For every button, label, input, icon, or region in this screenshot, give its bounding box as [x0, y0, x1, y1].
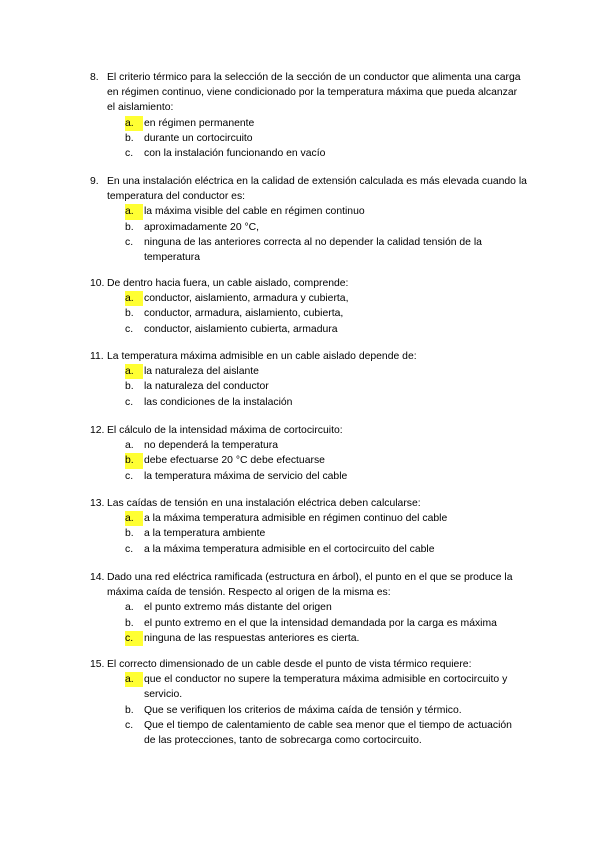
- option-letter: a.: [125, 204, 143, 219]
- question-10: [0, 276, 600, 337]
- option-letter: a.: [125, 672, 143, 687]
- option-text: la máxima visible del cable en régimen continuo: [144, 206, 365, 218]
- option-c: [0, 718, 600, 748]
- option-letter: b.: [125, 704, 134, 716]
- question-8: [0, 70, 600, 161]
- option-b: [0, 453, 600, 468]
- question-text: El criterio térmico para la selección de la sección de un conductor que alimenta una carga en régimen continuo, viene condicionado por la temperatura máxima que pueda alcanzar el aislamiento:: [107, 72, 521, 114]
- option-text: Que se verifiquen los criterios de máxima caída de tensión y térmico.: [144, 704, 462, 716]
- option-text: Que el tiempo de calentamiento de cable sea menor que el tiempo de actuación de las protecciones, tanto de sobrecarga como cortocircuito.: [144, 719, 512, 747]
- option-text: el punto extremo más distante del origen: [144, 602, 332, 614]
- option-text: conductor, aislamiento cubierta, armadura: [144, 323, 338, 335]
- option-b: [0, 379, 600, 394]
- question-number: 11.: [90, 351, 104, 362]
- option-text: ninguna de las anteriores correcta al no depender la calidad tensión de la temperatura: [144, 236, 482, 264]
- question-stem: [0, 570, 600, 600]
- option-letter: a.: [125, 511, 143, 526]
- question-text: De dentro hacia fuera, un cable aislado, comprende:: [107, 278, 349, 289]
- question-number: 10.: [90, 278, 105, 289]
- option-letter: c.: [125, 396, 134, 408]
- question-number: 15.: [90, 659, 105, 670]
- option-a: [0, 438, 600, 453]
- option-text: a la temperatura ambiente: [144, 528, 266, 540]
- option-letter: a.: [125, 116, 143, 131]
- option-letter: c.: [125, 631, 143, 646]
- question-stem: [0, 70, 600, 116]
- option-letter: c.: [125, 543, 134, 555]
- option-text: debe efectuarse 20 °C debe efectuarse: [144, 455, 325, 467]
- option-letter: a.: [125, 440, 134, 452]
- question-text: El correcto dimensionado de un cable desde el punto de vista térmico requiere:: [107, 659, 472, 670]
- question-15: [0, 657, 600, 748]
- question-14: [0, 570, 600, 646]
- option-a: [0, 364, 600, 379]
- option-letter: b.: [125, 617, 134, 629]
- question-stem: [0, 174, 600, 204]
- option-text: durante un cortocircuito: [144, 132, 253, 144]
- option-letter: a.: [125, 602, 134, 614]
- option-b: [0, 616, 600, 631]
- option-text: a la máxima temperatura admisible en régimen continuo del cable: [144, 513, 448, 525]
- question-number: 14.: [90, 572, 105, 583]
- option-a: [0, 116, 600, 131]
- option-text: el punto extremo en el que la intensidad demandada por la carga es máxima: [144, 617, 497, 629]
- option-a: [0, 204, 600, 219]
- question-text: El cálculo de la intensidad máxima de cortocircuito:: [107, 425, 343, 436]
- option-text: no dependerá la temperatura: [144, 440, 279, 452]
- question-number: 9.: [90, 176, 99, 187]
- option-c: [0, 235, 600, 265]
- option-letter: b.: [125, 381, 134, 393]
- option-letter: b.: [125, 453, 143, 468]
- question-stem: [0, 349, 600, 364]
- option-c: [0, 469, 600, 484]
- option-b: [0, 526, 600, 541]
- question-number: 12.: [90, 425, 105, 436]
- option-letter: a.: [125, 291, 143, 306]
- option-text: a la máxima temperatura admisible en el cortocircuito del cable: [144, 543, 435, 555]
- option-letter: b.: [125, 308, 134, 320]
- option-text: la naturaleza del conductor: [144, 381, 269, 393]
- option-text: con la instalación funcionando en vacío: [144, 148, 326, 160]
- option-letter: c.: [125, 148, 134, 160]
- option-letter: b.: [125, 528, 134, 540]
- option-c: [0, 395, 600, 410]
- option-text: la naturaleza del aislante: [144, 366, 259, 378]
- option-letter: c.: [125, 719, 134, 731]
- question-stem: [0, 657, 600, 672]
- option-a: [0, 511, 600, 526]
- option-letter: a.: [125, 364, 143, 379]
- option-c: [0, 146, 600, 161]
- question-stem: [0, 496, 600, 511]
- option-c: [0, 542, 600, 557]
- option-text: en régimen permanente: [144, 117, 255, 129]
- question-text: Las caídas de tensión en una instalación eléctrica deben calcularse:: [107, 498, 421, 509]
- question-12: [0, 423, 600, 484]
- option-b: [0, 220, 600, 235]
- question-text: En una instalación eléctrica en la calidad de extensión calculada es más elevada cuando la temperatura del conductor es:: [107, 176, 527, 203]
- question-13: [0, 496, 600, 557]
- option-text: aproximadamente 20 °C,: [144, 221, 260, 233]
- option-a: [0, 672, 600, 702]
- option-letter: c.: [125, 323, 134, 335]
- option-letter: b.: [125, 221, 134, 233]
- question-number: 8.: [90, 72, 99, 83]
- question-stem: [0, 423, 600, 438]
- option-b: [0, 306, 600, 321]
- question-text: La temperatura máxima admisible en un cable aislado depende de:: [107, 351, 417, 362]
- option-text: la temperatura máxima de servicio del cable: [144, 470, 348, 482]
- option-a: [0, 291, 600, 306]
- option-letter: c.: [125, 470, 134, 482]
- option-letter: c.: [125, 236, 134, 248]
- question-11: [0, 349, 600, 410]
- option-c: [0, 322, 600, 337]
- option-text: ninguna de las respuestas anteriores es cierta.: [144, 632, 360, 644]
- question-stem: [0, 276, 600, 291]
- option-a: [0, 600, 600, 615]
- question-number: 13.: [90, 498, 105, 509]
- option-letter: b.: [125, 132, 134, 144]
- question-text: Dado una red eléctrica ramificada (estructura en árbol), el punto en el que se produce la máxima caída de tensión. Respecto al origen de la misma es:: [107, 572, 513, 599]
- option-text: las condiciones de la instalación: [144, 396, 293, 408]
- option-text: conductor, aislamiento, armadura y cubierta,: [144, 293, 349, 305]
- question-9: [0, 174, 600, 265]
- option-c: [0, 631, 600, 646]
- option-text: que el conductor no supere la temperatura máxima admisible en cortocircuito y servicio.: [144, 674, 508, 701]
- option-text: conductor, armadura, aislamiento, cubierta,: [144, 308, 344, 320]
- option-b: [0, 131, 600, 146]
- option-b: [0, 703, 600, 718]
